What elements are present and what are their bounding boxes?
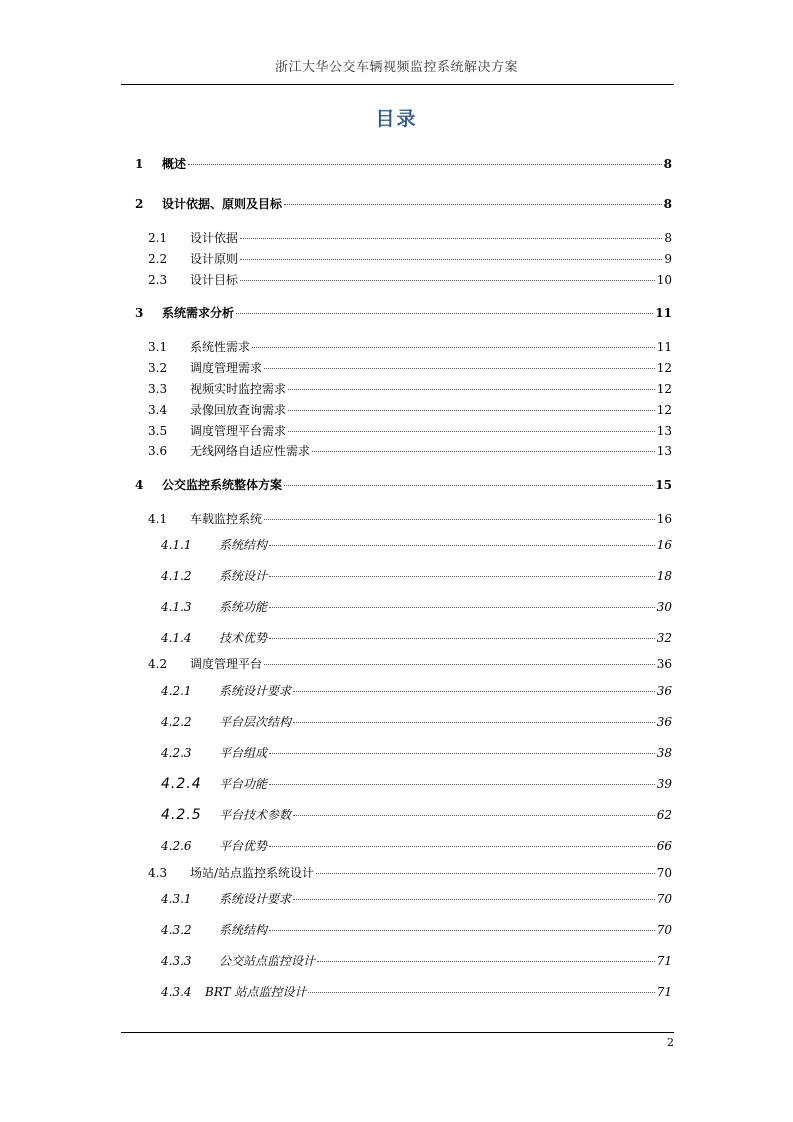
dot-leader	[269, 930, 655, 931]
toc-entry[interactable]	[161, 630, 672, 646]
toc-entry-number: 4.1.1	[161, 538, 192, 552]
toc-entry-text: 设计原则	[190, 252, 239, 266]
toc-entry-number: 3.1	[148, 340, 168, 354]
toc-entry-page: 32	[656, 631, 672, 645]
toc-entry-number: 4.1.2	[161, 569, 192, 583]
toc-entry[interactable]	[161, 807, 672, 823]
toc-entry[interactable]	[148, 511, 672, 527]
toc-entry-text: 平台组成	[219, 746, 268, 760]
toc-entry[interactable]	[135, 305, 672, 321]
toc-entry-page: 13	[656, 424, 672, 438]
toc-entry-text: 调度管理平台需求	[190, 424, 287, 438]
dot-leader	[188, 164, 662, 165]
toc-entry-number: 4.1	[148, 512, 168, 526]
toc-entry-page: 36	[656, 715, 672, 729]
footer-divider	[121, 1032, 674, 1033]
toc-entry-page: 71	[656, 954, 672, 968]
toc-entry[interactable]	[148, 402, 672, 418]
dot-leader	[269, 576, 655, 577]
toc-entry[interactable]	[135, 196, 672, 212]
toc-entry-text: 系统设计要求	[219, 684, 292, 698]
dot-leader	[308, 992, 654, 993]
toc-entry-text: 设计依据	[190, 231, 239, 245]
toc-entry-text: 系统设计	[219, 569, 268, 583]
toc-title: 目录	[375, 108, 418, 130]
toc-entry-page: 70	[656, 866, 672, 880]
toc-entry-number: 2.2	[148, 252, 168, 266]
toc-entry-number: 3.5	[148, 424, 168, 438]
toc-entry-page: 16	[656, 538, 672, 552]
toc-entry-number: 2.1	[148, 231, 168, 245]
toc-entry-number: 1	[135, 157, 144, 171]
toc-entry[interactable]	[161, 891, 672, 907]
header-divider	[121, 84, 674, 85]
toc-entry-number: 2	[135, 197, 144, 211]
toc-entry-text: 系统结构	[219, 923, 268, 937]
dot-leader	[293, 815, 655, 816]
dot-leader	[264, 368, 655, 369]
toc-entry-number: 4.3	[148, 866, 168, 880]
toc-entry[interactable]	[161, 714, 672, 730]
dot-leader	[312, 451, 655, 452]
page-number: 2	[667, 1036, 674, 1049]
toc-entry-page: 8	[664, 231, 672, 245]
toc-entry-text: 系统性需求	[190, 340, 251, 354]
dot-leader	[316, 873, 655, 874]
toc-entry-number: 2.3	[148, 273, 168, 287]
toc-entry-number: 4.2.1	[161, 684, 192, 698]
toc-entry-text: 视频实时监控需求	[190, 382, 287, 396]
toc-entry[interactable]	[161, 599, 672, 615]
toc-entry-text: 公交站点监控设计	[219, 954, 316, 968]
toc-entry[interactable]	[161, 922, 672, 938]
toc-entry-text: 系统功能	[219, 600, 268, 614]
toc-entry[interactable]	[148, 230, 672, 246]
toc-entry-page: 11	[655, 306, 672, 320]
toc-entry-text: 平台功能	[219, 777, 268, 791]
toc-entry-text: 调度管理平台	[190, 657, 263, 671]
toc-entry[interactable]	[148, 251, 672, 267]
toc-entry[interactable]	[148, 656, 672, 672]
dot-leader	[269, 607, 655, 608]
toc-entry-text: 平台技术参数	[219, 808, 292, 822]
toc-entry-text: 录像回放查询需求	[190, 403, 287, 417]
dot-leader	[269, 545, 655, 546]
toc-entry-page: 36	[656, 684, 672, 698]
dot-leader	[264, 519, 655, 520]
toc-entry[interactable]	[148, 360, 672, 376]
toc-entry-text: 设计依据、原则及目标	[162, 197, 283, 211]
toc-entry-page: 15	[655, 478, 672, 492]
toc-entry-text: 技术优势	[219, 631, 268, 645]
toc-entry-number: 4.1.4	[161, 631, 192, 645]
dot-leader	[288, 431, 655, 432]
toc-entry-text: 平台层次结构	[219, 715, 292, 729]
toc-entry-number: 4.2.4	[161, 776, 202, 792]
toc-entry-page: 71	[656, 985, 672, 999]
toc-entry-number: 3.2	[148, 361, 168, 375]
toc-entry-text: 设计目标	[190, 273, 239, 287]
toc-entry-number: 4.3.2	[161, 923, 192, 937]
toc-entry-number: 3.3	[148, 382, 168, 396]
toc-entry[interactable]	[161, 838, 672, 854]
toc-entry-text: 概述	[162, 157, 187, 171]
dot-leader	[269, 638, 655, 639]
toc-entry-number: 4.3.1	[161, 892, 192, 906]
dot-leader	[264, 664, 655, 665]
toc-entry-text: 车载监控系统	[190, 512, 263, 526]
toc-entry[interactable]	[161, 745, 672, 761]
dot-leader	[293, 722, 655, 723]
toc-entry-text: 场站/站点监控系统设计	[190, 866, 315, 880]
dot-leader	[240, 280, 655, 281]
toc-entry-page: 8	[663, 197, 672, 211]
toc-entry-page: 12	[656, 382, 672, 396]
dot-leader	[288, 410, 655, 411]
toc-entry-number: 4.2.6	[161, 839, 192, 853]
dot-leader	[269, 784, 655, 785]
toc-entry[interactable]	[148, 381, 672, 397]
toc-entry[interactable]	[148, 423, 672, 439]
toc-entry-page: 8	[663, 157, 672, 171]
toc-entry-page: 30	[656, 600, 672, 614]
toc-entry-page: 70	[656, 892, 672, 906]
toc-entry-number: 3.6	[148, 444, 168, 458]
running-header: 浙江大华公交车辆视频监控系统解决方案	[274, 60, 518, 75]
toc-entry-page: 66	[656, 839, 672, 853]
toc-entry-number: 4.3.4	[161, 985, 192, 999]
toc-entry[interactable]	[148, 272, 672, 288]
toc-entry-page: 12	[656, 361, 672, 375]
toc-entry-number: 4	[135, 478, 144, 492]
toc-entry-page: 36	[656, 657, 672, 671]
toc-entry-page: 11	[656, 340, 672, 354]
toc-entry[interactable]	[161, 953, 672, 969]
toc-entry[interactable]	[161, 984, 672, 1000]
toc-entry-page: 39	[656, 777, 672, 791]
dot-leader	[252, 347, 655, 348]
toc-entry-page: 10	[656, 273, 672, 287]
toc-entry-number: 3	[135, 306, 144, 320]
toc-entry-text: 平台优势	[219, 839, 268, 853]
dot-leader	[269, 846, 655, 847]
toc-entry-text: 系统结构	[219, 538, 268, 552]
toc-entry-page: 62	[656, 808, 672, 822]
toc-entry-number: 4.2.2	[161, 715, 192, 729]
toc-entry[interactable]	[135, 477, 672, 493]
toc-entry-page: 18	[656, 569, 672, 583]
dot-leader	[269, 753, 655, 754]
toc-entry[interactable]	[161, 568, 672, 584]
dot-leader	[293, 899, 655, 900]
toc-entry-page: 13	[656, 444, 672, 458]
toc-entry-text: BRT 站点监控设计	[205, 985, 307, 999]
toc-entry-number: 4.3.3	[161, 954, 192, 968]
toc-entry-text: 无线网络自适应性需求	[190, 444, 311, 458]
toc-entry-text: 调度管理需求	[190, 361, 263, 375]
toc-entry-text: 公交监控系统整体方案	[162, 478, 283, 492]
toc-entry-number: 4.2.3	[161, 746, 192, 760]
dot-leader	[240, 238, 662, 239]
dot-leader	[293, 691, 655, 692]
dot-leader	[240, 259, 662, 260]
toc-entry[interactable]	[161, 537, 672, 553]
dot-leader	[236, 313, 653, 314]
toc-entry-number: 4.2	[148, 657, 168, 671]
toc-entry[interactable]	[148, 443, 672, 459]
toc-entry[interactable]	[161, 776, 672, 792]
toc-entry[interactable]	[135, 156, 672, 172]
toc-entry[interactable]	[148, 865, 672, 881]
toc-entry-page: 12	[656, 403, 672, 417]
dot-leader	[284, 204, 662, 205]
toc-entry-page: 38	[656, 746, 672, 760]
toc-entry-page: 9	[664, 252, 672, 266]
dot-leader	[284, 485, 653, 486]
dot-leader	[317, 961, 655, 962]
toc-entry-page: 16	[656, 512, 672, 526]
toc-entry-number: 4.1.3	[161, 600, 192, 614]
dot-leader	[288, 389, 655, 390]
toc-entry[interactable]	[161, 683, 672, 699]
toc-entry-number: 4.2.5	[161, 807, 202, 823]
toc-entry-number: 3.4	[148, 403, 168, 417]
toc-entry-page: 70	[656, 923, 672, 937]
toc-entry-text: 系统需求分析	[162, 306, 235, 320]
toc-entry[interactable]	[148, 339, 672, 355]
toc-entry-text: 系统设计要求	[219, 892, 292, 906]
